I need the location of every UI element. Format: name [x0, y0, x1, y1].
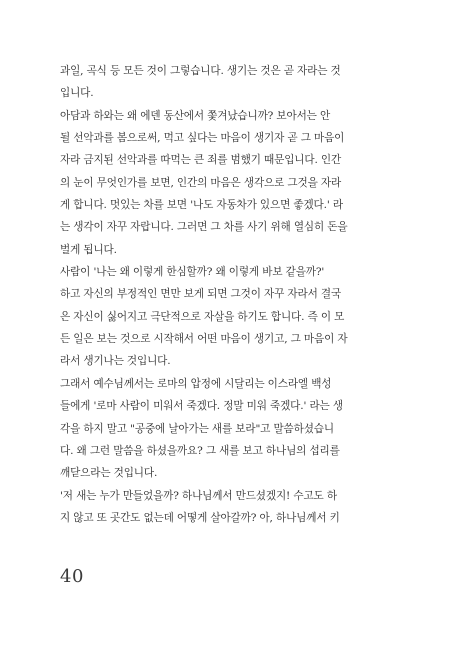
text-line: 과일, 곡식 등 모든 것이 그렇습니다. 생기는 것은 곧 자라는 것 — [60, 65, 341, 77]
text-line: 의 눈이 무엇인가를 보면, 인간의 마음은 생각으로 그것을 자라 — [60, 176, 342, 189]
text-line: 아담과 하와는 왜 에덴 동산에서 쫓겨났습니까? 보아서는 안 — [60, 109, 331, 122]
text-line: 그래서 예수님께서는 로마의 압정에 시달리는 이스라엘 백성 — [60, 377, 332, 390]
text-line: 각을 하지 말고 "공중에 날아가는 새를 보라"고 말씀하셨습니 — [60, 422, 334, 435]
text-line: 하고 자신의 부정적인 면만 보게 되면 그것이 자꾸 자라서 결국 — [60, 288, 342, 301]
text-line: 지 않고 또 곳간도 없는데 어떻게 살아갈까? 아, 하나님께서 키 — [60, 511, 340, 524]
text-line: 될 선악과를 봄으로써, 먹고 싶다는 마음이 생기자 곧 그 마음이 — [60, 132, 345, 145]
text-line: '저 새는 누가 만들었을까? 하나님께서 만드셨겠지! 수고도 하 — [60, 489, 337, 502]
page-number: 40 — [60, 566, 84, 587]
text-line: 든 일은 보는 것으로 시작해서 어떤 마음이 생기고, 그 마음이 자 — [60, 333, 348, 346]
text-line: 사람이 '나는 왜 이렇게 한심할까? 왜 이렇게 바보 같을까?' — [60, 266, 325, 279]
text-line: 은 자신이 싫어지고 극단적으로 자살을 하기도 합니다. 즉 이 모 — [60, 310, 345, 323]
text-line: 깨닫으라는 것입니다. — [60, 467, 158, 480]
text-line: 라서 생기나는 것입니다. — [60, 355, 171, 368]
text-line: 는 생각이 자꾸 자랍니다. 그러면 그 차를 사기 위해 열심히 돈을 — [60, 221, 348, 234]
body-text — [60, 60, 382, 529]
text-line: 다. 왜 그런 말씀을 하셨을까요? 그 새를 보고 하나님의 섭리를 — [60, 444, 340, 457]
text-line: 벌게 됩니다. — [60, 243, 117, 256]
text-line: 입니다. — [60, 87, 94, 100]
text-line: 자라 금지된 선악과를 따먹는 큰 죄를 범했기 때문입니다. 인간 — [60, 154, 342, 167]
text-line: 들에게 '로마 사람이 미워서 죽겠다. 정말 미워 죽겠다.' 라는 생 — [60, 400, 343, 413]
text-line: 게 합니다. 멋있는 차를 보면 '나도 자동차가 있으면 좋겠다.' 라 — [60, 199, 343, 212]
